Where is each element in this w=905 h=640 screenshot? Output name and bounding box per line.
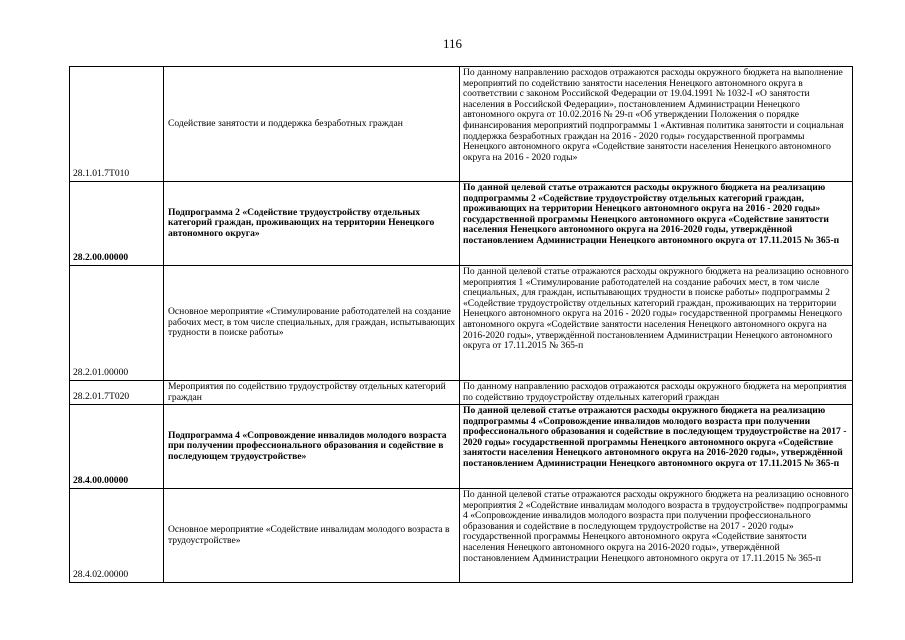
row-description: По данной целевой статье отражаются расходы окружного бюджета на реализацию подпрограммы 2 «Содействие трудоустройству отдельных категорий граждан, проживающих на территории Ненецкого автономного округа на 2016 - 2020 годы» государственной программы Ненецкого автономного округа «Содействие занятости населения Ненецкого автономного округа на 2016-2020 годы, утверждённой постановлением Администрации Ненецкого автономного округа от 17.11.2015 № 365-п [460,182,853,266]
row-description: По данной целевой статье отражаются расходы окружного бюджета на реализацию основного мероприятия 1 «Стимулирование работодателей на создание рабочих мест, в том числе специальных, для граждан, испытывающих трудности в поиске работы» подпрограммы 2 «Содействие трудоустройству отдельных категорий граждан, проживающих на территории Ненецкого автономного округа на 2016 - 2020 годы» государственной программы Ненецкого автономного округа «Содействие занятости населения Ненецкого автономного округа на 2016-2020 годы», утверждённой постановлением Администрации Ненецкого автономного округа от 17.11.2015 № 365-п [460,266,853,381]
row-name: Мероприятия по содействию трудоустройству отдельных категорий граждан [164,381,460,405]
row-description: По данной целевой статье отражаются расходы окружного бюджета на реализацию основного мероприятия 2 «Содействие инвалидам молодого возраста в трудоустройстве» подпрограммы 4 «Сопровождение инвалидов молодого возраста при получении профессионального образования и содействие в последующем трудоустройстве на 2017 - 2020 годы» государственной программы Ненецкого автономного округа «Содействие занятости населения Ненецкого автономного округа на 2016-2020 годы», утверждённой постановлением Администрации Ненецкого автономного округа от 17.11.2015 № 365-п [460,489,853,583]
row-code: 28.2.01.00000 [70,266,164,381]
row-code: 28.2.01.7Т020 [70,381,164,405]
row-code: 28.1.01.7Т010 [70,67,164,182]
table-row [70,405,853,489]
row-name: Подпрограмма 2 «Содействие трудоустройству отдельных категорий граждан, проживающих на территории Ненецкого автономного округа» [164,182,460,266]
row-code: 28.2.00.00000 [70,182,164,266]
budget-classification-table [69,66,853,583]
row-code: 28.4.00.00000 [70,405,164,489]
row-code: 28.4.02.00000 [70,489,164,583]
table-row [70,381,853,405]
row-name: Основное мероприятие «Стимулирование работодателей на создание рабочих мест, в том числе специальных, для граждан, испытывающих трудности в поиске работы» [164,266,460,381]
row-name: Основное мероприятие «Содействие инвалидам молодого возраста в трудоустройстве» [164,489,460,583]
table-row [70,266,853,381]
table-row [70,67,853,182]
row-description: По данному направлению расходов отражаются расходы окружного бюджета на мероприятия по содействию трудоустройству отдельных категорий граждан [460,381,853,405]
row-description: По данной целевой статье отражаются расходы окружного бюджета на реализацию подпрограммы 4 «Сопровождение инвалидов молодого возраста при получении профессионального образования и содействие в последующем трудоустройстве на 2017 - 2020 годы» государственной программы Ненецкого автономного округа «Содействие занятости населения Ненецкого автономного округа на 2016-2020 годы», утверждённой постановлением Администрации Ненецкого автономного округа от 17.11.2015 № 365-п [460,405,853,489]
page-number: 116 [442,36,463,51]
row-name: Содействие занятости и поддержка безработных граждан [164,67,460,182]
row-description: По данному направлению расходов отражаются расходы окружного бюджета на выполнение мероприятий по содействию занятости населения Ненецкого автономного округа в соответствии с законом Российской Федерации от 19.04.1991 № 1032-I «О занятости населения в Российской Федерации», постановлением Администрации Ненецкого автономного округа от 10.02.2016 № 29-п «Об утверждении Положения о порядке финансирования мероприятий подпрограммы 1 «Активная политика занятости и социальная поддержка безработных граждан на 2016 - 2020 годы» государственной программы Ненецкого автономного округа «Содействие занятости населения Ненецкого автономного округа на 2016 - 2020 годы» [460,67,853,182]
row-name: Подпрограмма 4 «Сопровождение инвалидов молодого возраста при получении профессионального образования и содействие в последующем трудоустройстве» [164,405,460,489]
table-row [70,182,853,266]
table-row [70,489,853,583]
